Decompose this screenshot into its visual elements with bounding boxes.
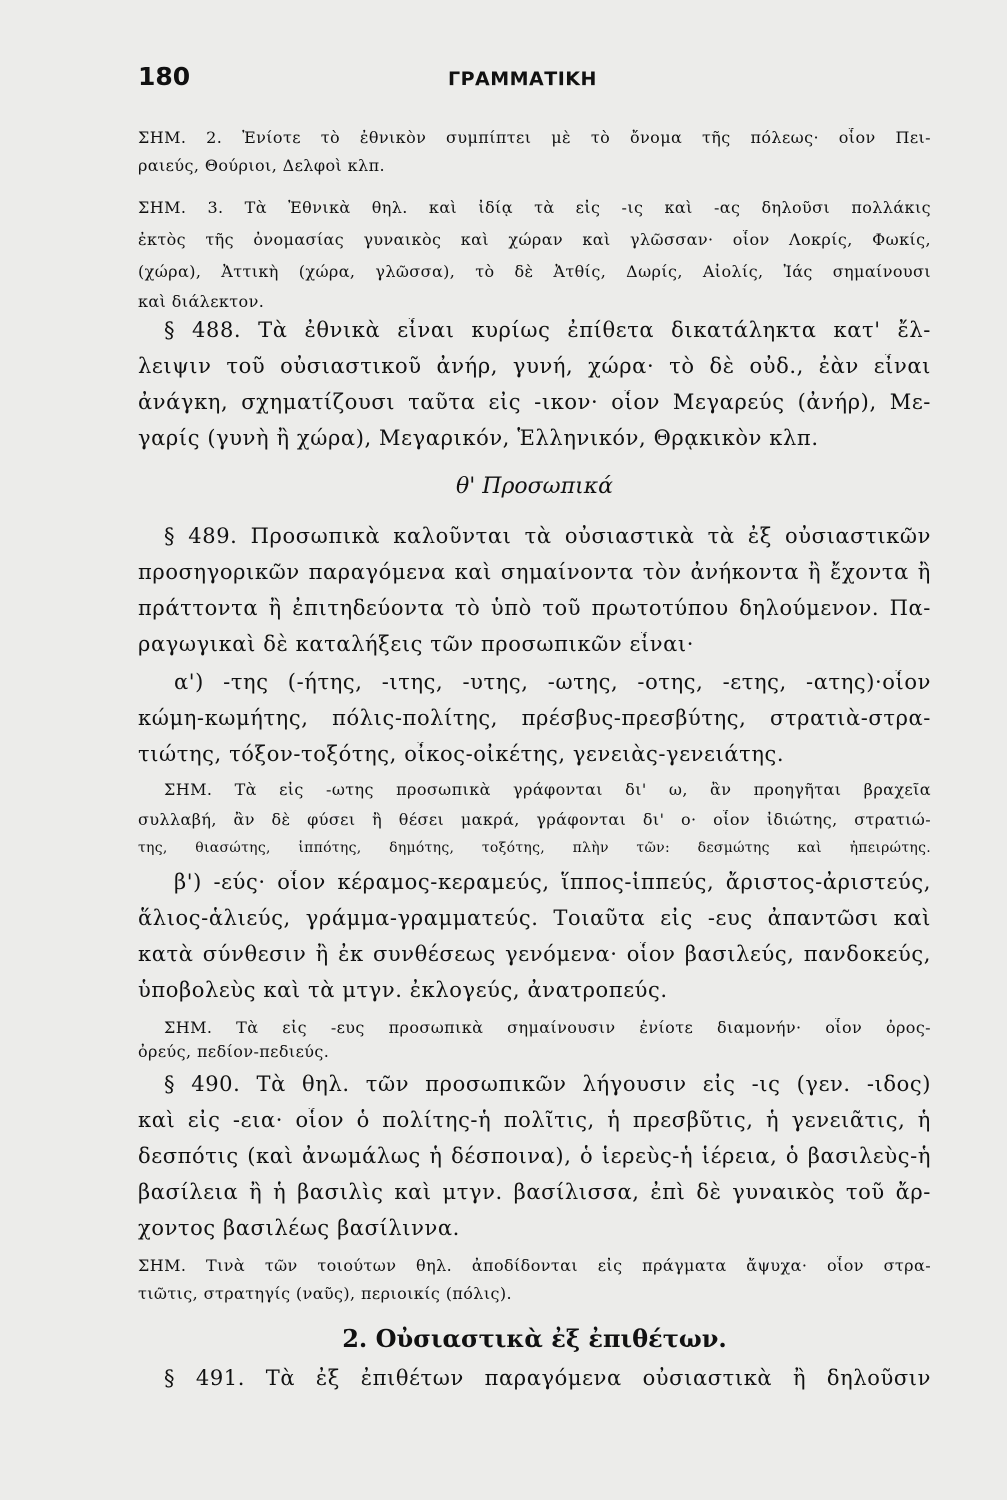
text-line: § 490. Τὰ θηλ. τῶν προσωπικῶν λήγουσιν εἰς -ις (γεν. -ιδος) <box>164 1072 931 1096</box>
text-line: τιῶτις, στρατηγίς (ναῦς), περιοικίς (πόλις). <box>138 1284 513 1303</box>
text-line: ὀρεύς, πεδίον-πεδιεύς. <box>138 1042 330 1061</box>
text-line: βασίλεια ἢ ἡ βασιλὶς καὶ μτγν. βασίλισσα, ἐπὶ δὲ γυναικὸς τοῦ ἄρ- <box>138 1180 931 1204</box>
page-number: 180 <box>138 62 191 91</box>
text-line: (χώρα), Ἀττικὴ (χώρα, γλῶσσα), τὸ δὲ Ἀτθίς, Δωρίς, Αἰολίς, Ἰάς σημαίνουσι <box>138 262 931 281</box>
text-line: ΣΗΜ. Τινὰ τῶν τοιούτων θηλ. ἀποδίδονται εἰς πράγματα ἄψυχα· οἷον στρα- <box>138 1256 931 1275</box>
text-line: α') -της (-ήτης, -ιτης, -υτης, -ωτης, -οτης, -ετης, -ατης)·οἷον <box>174 670 931 694</box>
text-line: ΣΗΜ. Τὰ εἰς -ευς προσωπικὰ σημαίνουσιν ἐνίοτε διαμονήν· οἷον ὀρος- <box>164 1018 931 1037</box>
text-line: κώμη-κωμήτης, πόλις-πολίτης, πρέσβυς-πρεσβύτης, στρατιὰ-στρα- <box>138 706 931 730</box>
text-line: γαρίς (γυνὴ ἢ χώρα), Μεγαρικόν, Ἑλληνικόν, Θρᾳκικὸν κλπ. <box>138 426 819 450</box>
text-line: ἀνάγκη, σχηματίζουσι ταῦτα εἰς -ικον· οἷον Μεγαρεύς (ἀνήρ), Με- <box>138 390 931 414</box>
text-line: δεσπότις (καὶ ἀνωμάλως ἡ δέσποινα), ὁ ἱερεὺς-ἡ ἱέρεια, ὁ βασιλεὺς-ἡ <box>138 1144 931 1168</box>
text-line: προσηγορικῶν παραγόμενα καὶ σημαίνοντα τὸν ἀνήκοντα ἢ ἔχοντα ἢ <box>138 560 931 584</box>
text-line: ΣΗΜ. 3. Τὰ Ἐθνικὰ θηλ. καὶ ἰδίᾳ τὰ εἰς -ις καὶ -ας δηλοῦσι πολλάκις <box>138 198 931 217</box>
text-line: ραγωγικαὶ δὲ καταλήξεις τῶν προσωπικῶν εἶναι· <box>138 632 695 656</box>
text-line: καὶ διάλεκτον. <box>138 292 265 311</box>
text-line: καὶ εἰς -εια· οἷον ὁ πολίτης-ἡ πολῖτις, ἡ πρεσβῦτις, ἡ γενειᾶτις, ἡ <box>138 1108 931 1132</box>
text-line: της, θιασώτης, ἱππότης, δημότης, τοξότης, πλὴν τῶν: δεσμώτης καὶ ἠπειρώτης. <box>138 840 931 856</box>
text-line: ραιεύς, Θούριοι, Δελφοὶ κλπ. <box>138 156 385 175</box>
text-line: ΣΗΜ. Τὰ εἰς -ωτης προσωπικὰ γράφονται δι' ω, ἂν προηγῆται βραχεῖα <box>164 780 931 799</box>
text-line: ΣΗΜ. 2. Ἐνίοτε τὸ ἐθνικὸν συμπίπτει μὲ τὸ ὄνομα τῆς πόλεως· οἷον Πει- <box>138 128 931 147</box>
text-line: συλλαβή, ἂν δὲ φύσει ἢ θέσει μακρά, γράφονται δι' ο· οἷον ἰδιώτης, στρατιώ- <box>138 810 931 829</box>
text-line: χοντος βασιλέως βασίλιννα. <box>138 1216 460 1240</box>
text-line: τιώτης, τόξον-τοξότης, οἶκος-οἰκέτης, γενειὰς-γενειάτης. <box>138 742 785 766</box>
text-line: § 488. Τὰ ἐθνικὰ εἶναι κυρίως ἐπίθετα δικατάληκτα κατ' ἔλ- <box>164 318 931 342</box>
text-line: § 489. Προσωπικὰ καλοῦνται τὰ οὐσιαστικὰ τὰ ἐξ οὐσιαστικῶν <box>164 524 931 548</box>
text-line: β') -εύς· οἷον κέραμος-κεραμεύς, ἵππος-ἱππεύς, ἄριστος-ἀριστεύς, <box>174 870 931 894</box>
subsection-heading: θ' Προσωπικά <box>456 474 613 499</box>
section-heading: 2. Οὐσιαστικὰ ἐξ ἐπιθέτων. <box>342 1324 727 1353</box>
text-line: κατὰ σύνθεσιν ἢ ἐκ συνθέσεως γενόμενα· οἷον βασιλεύς, πανδοκεύς, <box>138 942 931 966</box>
text-line: ἐκτὸς τῆς ὀνομασίας γυναικὸς καὶ χώραν καὶ γλῶσσαν· οἷον Λοκρίς, Φωκίς, <box>138 230 931 249</box>
text-line: ὑποβολεὺς καὶ τὰ μτγν. ἐκλογεύς, ἀνατροπεύς. <box>138 978 668 1002</box>
text-line: πράττοντα ἢ ἐπιτηδεύοντα τὸ ὑπὸ τοῦ πρωτοτύπου δηλούμενον. Πα- <box>138 596 931 620</box>
page-header <box>138 62 928 102</box>
text-line: § 491. Τὰ ἐξ ἐπιθέτων παραγόμενα οὐσιαστικὰ ἢ δηλοῦσιν <box>164 1366 931 1390</box>
running-title: ΓΡΑΜΜΑΤΙΚΗ <box>448 68 597 90</box>
text-line: ἅλιος-ἁλιεύς, γράμμα-γραμματεύς. Τοιαῦτα εἰς -ευς ἀπαντῶσι καὶ <box>138 906 931 930</box>
text-line: λειψιν τοῦ οὐσιαστικοῦ ἀνήρ, γυνή, χώρα· τὸ δὲ οὐδ., ἐὰν εἶναι <box>138 354 931 378</box>
